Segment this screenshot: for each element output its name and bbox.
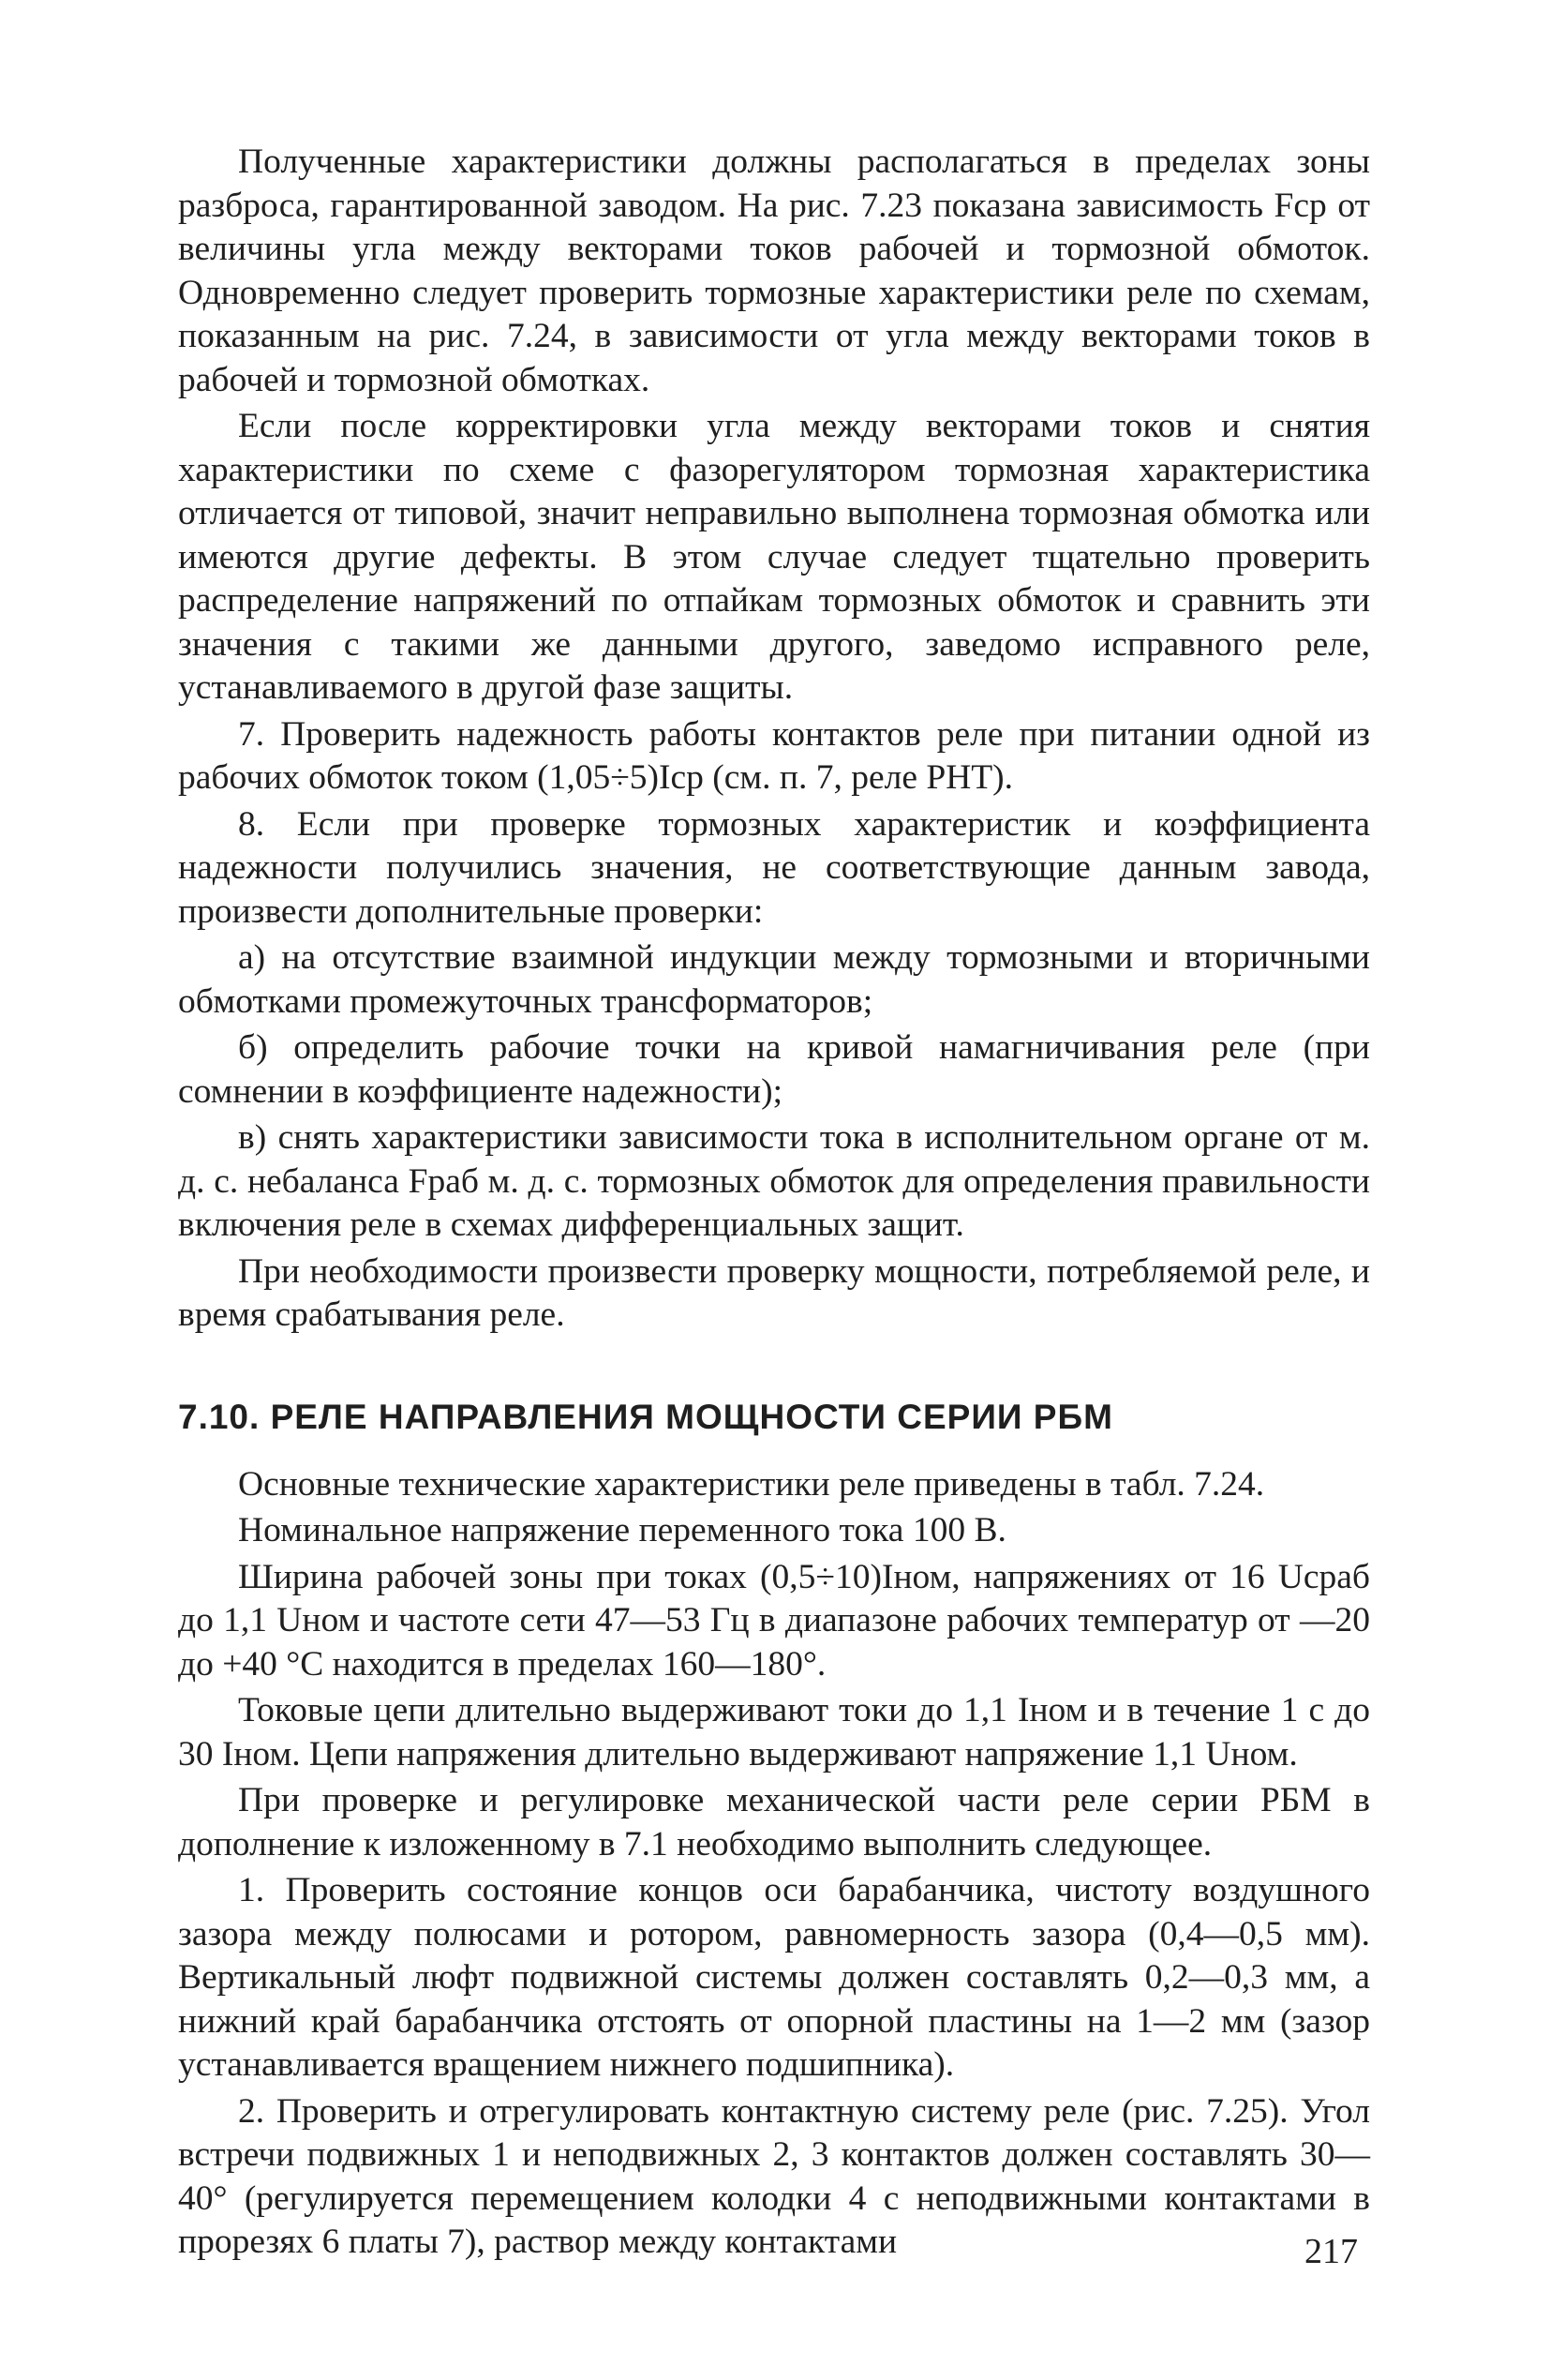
paragraph: 7. Проверить надежность работы контактов реле при питании одной из рабочих обмоток током (1,05÷5)Iср (см. п. 7, реле РНТ). — [178, 714, 1370, 797]
section-heading: 7.10. РЕЛЕ НАПРАВЛЕНИЯ МОЩНОСТИ СЕРИИ РБМ — [178, 1397, 1113, 1436]
paragraph: Основные технические характеристики реле приведены в табл. 7.24. — [238, 1464, 1265, 1504]
page-number: 217 — [1304, 2232, 1358, 2271]
paragraph: Ширина рабочей зоны при токах (0,5÷10)Iном, напряжениях от 16 Uсраб до 1,1 Uном и частоте сети 47—53 Гц в диапазоне рабочих температур от —20 до +40 °С находится в пределах 160—180°. — [178, 1557, 1370, 1684]
list-item: 1. Проверить состояние концов оси барабанчика, чистоту воздушного зазора между полюсами и ротором, равномерность зазора (0,4—0,5 мм). Вертикальный люфт подвижной системы должен составлять 0,2—0,3 мм, а нижний край барабанчика отстоять от опорной пластины на 1—2 мм (зазор устанавливается вращением нижнего подшипника). — [178, 1871, 1370, 2084]
paragraph: 8. Если при проверке тормозных характеристик и коэффициента надежности получились значения, не соответствующие данным завода, произвести дополнительные проверки: — [178, 804, 1370, 931]
paragraph: Номинальное напряжение переменного тока 100 В. — [238, 1511, 1006, 1549]
paragraph: При проверке и регулировке механической части реле серии РБМ в дополнение к изложенному в 7.1 необходимо выполнить следующее. — [178, 1781, 1370, 1864]
list-item: б) определить рабочие точки на кривой намагничивания реле (при сомнении в коэффициенте надежности); — [178, 1028, 1370, 1111]
paragraph: Если после корректировки угла между векторами токов и снятия характеристики по схеме с фазорегулятором тормозная характеристика отличается от типовой, значит неправильно выполнена тормозная обмотка или имеются другие дефекты. В этом случае следует тщательно проверить распределение напряжений по отпайкам тормозных обмоток и сравнить эти значения с такими же данными другого, заведомо исправного реле, устанавливаемого в другой фазе защиты. — [178, 407, 1370, 707]
page-body — [178, 141, 1370, 2268]
paragraph: Полученные характеристики должны располагаться в пределах зоны разброса, гарантированной заводом. На рис. 7.23 показана зависимость Fср от величины угла между векторами токов рабочей и тормозной обмоток. Одновременно следует проверить тормозные характеристики реле по схемам, показанным на рис. 7.24, в зависимости от угла между векторами токов в рабочей и тормозной обмотках. — [178, 142, 1370, 399]
paragraph: При необходимости произвести проверку мощности, потребляемой реле, и время срабатывания реле. — [178, 1251, 1370, 1334]
list-item: а) на отсутствие взаимной индукции между тормозными и вторичными обмотками промежуточных трансформаторов; — [178, 938, 1370, 1021]
list-item: в) снять характеристики зависимости тока в исполнительном органе от м. д. с. небаланса Fраб м. д. с. тормозных обмоток для определения правильности включения реле в схемах дифференциальных защит. — [178, 1118, 1370, 1244]
paragraph: Токовые цепи длительно выдерживают токи до 1,1 Iном и в течение 1 с до 30 Iном. Цепи напряжения длительно выдерживают напряжение 1,1 Uном. — [178, 1691, 1370, 1774]
list-item: 2. Проверить и отрегулировать контактную систему реле (рис. 7.25). Угол встречи подвижных 1 и неподвижных 2, 3 контактов должен составлять 30—40° (регулируется перемещением колодки 4 с неподвижными контактами в прорезях 6 платы 7), раствор между контактами — [178, 2091, 1370, 2261]
